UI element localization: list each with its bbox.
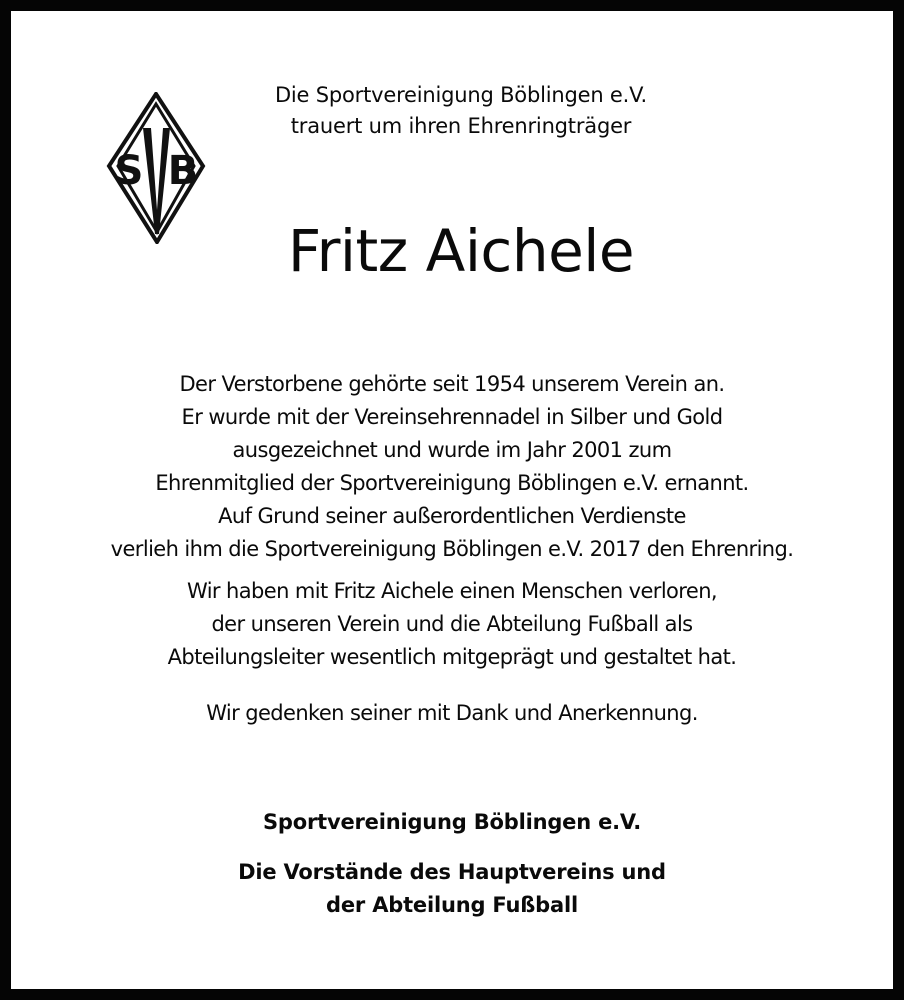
body-line: der unseren Verein und die Abteilung Fußball als xyxy=(211,612,693,636)
signature-organization: Sportvereinigung Böblingen e.V. xyxy=(262,810,642,834)
body-line: Der Verstorbene gehörte seit 1954 unserem Verein an. xyxy=(179,372,725,396)
signature-boards-line-2: der Abteilung Fußball xyxy=(326,893,578,917)
body-paragraph-1 xyxy=(11,368,893,566)
signature-boards xyxy=(11,856,893,922)
deceased-name: Fritz Aichele xyxy=(287,217,635,285)
svg-text:B: B xyxy=(167,148,199,194)
body-line: verlieh ihm die Sportvereinigung Böblingen e.V. 2017 den Ehrenring. xyxy=(110,537,794,561)
body-paragraph-3 xyxy=(11,697,893,730)
body-line: ausgezeichnet und wurde im Jahr 2001 zum xyxy=(232,438,672,462)
body-line: Er wurde mit der Vereinsehrennadel in Silber und Gold xyxy=(181,405,723,429)
body-line: Wir gedenken seiner mit Dank und Anerkennung. xyxy=(206,701,698,725)
header-text xyxy=(236,80,686,142)
body-line: Auf Grund seiner außerordentlichen Verdienste xyxy=(218,504,686,528)
svb-diamond-logo-icon xyxy=(106,92,206,244)
svg-text:S: S xyxy=(114,148,144,194)
header-line-1: Die Sportvereinigung Böblingen e.V. xyxy=(274,83,648,107)
body-line: Ehrenmitglied der Sportvereinigung Böblingen e.V. ernannt. xyxy=(155,471,749,495)
signature-boards-line-1: Die Vorstände des Hauptvereins und xyxy=(238,860,666,884)
body-line: Abteilungsleiter wesentlich mitgeprägt und gestaltet hat. xyxy=(167,645,737,669)
body-line: Wir haben mit Fritz Aichele einen Menschen verloren, xyxy=(187,579,717,603)
header-line-2: trauert um ihren Ehrenringträger xyxy=(290,114,632,138)
body-paragraph-2 xyxy=(11,575,893,674)
